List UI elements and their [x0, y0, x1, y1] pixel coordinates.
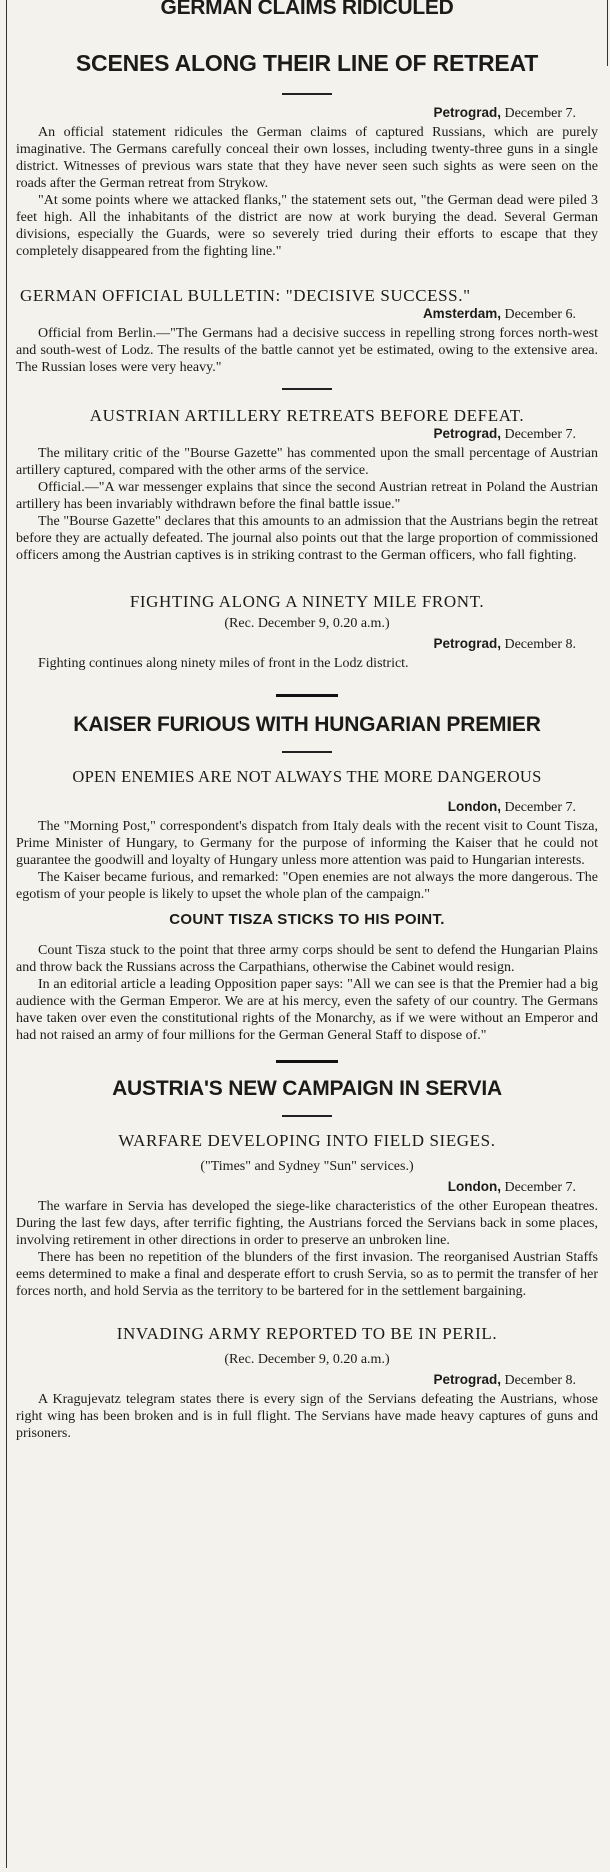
paragraph: The military critic of the "Bourse Gazette" has commented upon the small percentage of Austrian artillery captured, compared with the other arms of the service. [16, 446, 598, 478]
article-austria-servia [16, 1077, 598, 1300]
article-subheading: COUNT TISZA STICKS TO HIS POINT. [169, 911, 445, 928]
article-invading-army-peril [16, 1324, 598, 1442]
paragraph: Official.—"A war messenger explains that since the second Austrian retreat in Poland the Austrian artillery has been invariably withdrawn before the final battle issue." [16, 480, 598, 512]
divider [282, 388, 332, 390]
paragraph: "At some points where we attacked flanks," the statement sets out, "the German dead were piled 3 feet high. All the inhabitants of the district are now at work burying the dead. Several German divisions, especially the Guards, were so severely tried during their efforts to escape that they completely disappeared from the fighting line." [16, 193, 598, 259]
paragraph: The Kaiser became furious, and remarked: "Open enemies are not always the more dangerous. The egotism of your people is likely to upset the whole plan of the campaign." [16, 870, 598, 902]
article-austrian-artillery [16, 406, 598, 564]
article-kaiser-furious [16, 713, 598, 1044]
article-heading: KAISER FURIOUS WITH HUNGARIAN PREMIER [73, 713, 541, 736]
article-heading: FIGHTING ALONG A NINETY MILE FRONT. [129, 592, 485, 611]
paragraph: The "Bourse Gazette" declares that this amounts to an admission that the Austrians begin the retreat before they are actually defeated. The journal also points out that the large proportion of commissioned officers among the Austrian captives is in striking contrast to the German officers, who fall fighting. [16, 514, 598, 563]
divider [276, 694, 338, 697]
dateline: London, December 7. [447, 1179, 576, 1195]
article-subheading: OPEN ENEMIES ARE NOT ALWAYS THE MORE DANGEROUS [72, 767, 542, 786]
credit-line: ("Times" and Sydney "Sun" services.) [200, 1159, 414, 1174]
article-heading: INVADING ARMY REPORTED TO BE IN PERIL. [116, 1324, 498, 1343]
paragraph: Fighting continues along ninety miles of front in the Lodz district. [38, 656, 409, 671]
article-heading: AUSTRIAN ARTILLERY RETREATS BEFORE DEFEAT. [89, 406, 525, 425]
divider [282, 93, 332, 95]
dateline: London, December 7. [447, 799, 576, 815]
article-heading: AUSTRIA'S NEW CAMPAIGN IN SERVIA [112, 1077, 502, 1100]
top-heading: GERMAN CLAIMS RIDICULED [160, 0, 454, 19]
column-rule-left [6, 0, 7, 1868]
dateline: Petrograd, December 8. [433, 636, 576, 652]
article-ninety-mile-front [16, 592, 598, 672]
article-scenes-retreat [16, 50, 598, 260]
article-subheading: WARFARE DEVELOPING INTO FIELD SIEGES. [118, 1131, 496, 1150]
article-official-bulletin [16, 286, 598, 376]
paragraph: In an editorial article a leading Opposition paper says: "All we can see is that the Premier had a big audience with the German Emperor. We are at his mercy, even the safety of our country. The Germans have taken over even the constitutional rights of the Monarchy, as if we were without an Emperor and had not raised an army of four millions for the German General Staff to dispose of." [16, 977, 598, 1043]
paragraph: The warfare in Servia has developed the siege-like characteristics of the other European theatres. During the last few days, after terrific fighting, the Austrians forced the Servians back in some places, involving retirement in other directions in order to preserve an unbroken line. [16, 1199, 598, 1248]
received-time: (Rec. December 9, 0.20 a.m.) [224, 1352, 390, 1367]
dateline: Petrograd, December 7. [433, 105, 576, 121]
column-rule-right [607, 0, 608, 66]
paragraph: An official statement ridicules the German claims of captured Russians, which are purely imaginative. The Germans carefully conceal their own losses, including twenty-three guns in a single district. Witnesses of previous wars state that they have never seen such sights as were seen on the roads after the German retreat from Strykow. [16, 125, 598, 191]
divider [276, 1060, 338, 1063]
divider [282, 751, 332, 753]
divider [282, 1115, 332, 1117]
paragraph: Official from Berlin.—"The Germans had a decisive success in repelling strong forces north-west and south-west of Lodz. The results of the battle cannot yet be estimated, owing to the extensive area. The Russian loses were very heavy." [16, 326, 598, 375]
article-heading: GERMAN OFFICIAL BULLETIN: "DECISIVE SUCCESS." [20, 286, 471, 305]
dateline: Petrograd, December 7. [433, 426, 576, 442]
paragraph: Count Tisza stuck to the point that three army corps should be sent to defend the Hungarian Plains and throw back the Russians across the Carpathians, otherwise the Cabinet would resign. [16, 943, 598, 975]
paragraph: A Kragujevatz telegram states there is every sign of the Servians defeating the Austrians, whose right wing has been broken and is in full flight. The Servians have made heavy captures of guns and prisoners. [16, 1392, 598, 1441]
article-heading: SCENES ALONG THEIR LINE OF RETREAT [75, 50, 539, 76]
dateline: Petrograd, December 8. [433, 1372, 576, 1388]
dateline: Amsterdam, December 6. [422, 306, 576, 322]
received-time: (Rec. December 9, 0.20 a.m.) [224, 616, 390, 631]
paragraph: There has been no repetition of the blunders of the first invasion. The reorganised Austrian Staffs eems determined to make a final and desperate effort to crush Servia, so as to permit the transfer of her forces north, and hold Servia as the territory to be bartered for in the settlement bargaining. [16, 1250, 598, 1299]
paragraph: The "Morning Post," correspondent's dispatch from Italy deals with the recent visit to Count Tisza, Prime Minister of Hungary, to Germany for the purpose of informing the Kaiser that he could not guarantee the goodwill and loyalty of Hungary unless more attention was paid to Hungarian interests. [16, 819, 598, 868]
